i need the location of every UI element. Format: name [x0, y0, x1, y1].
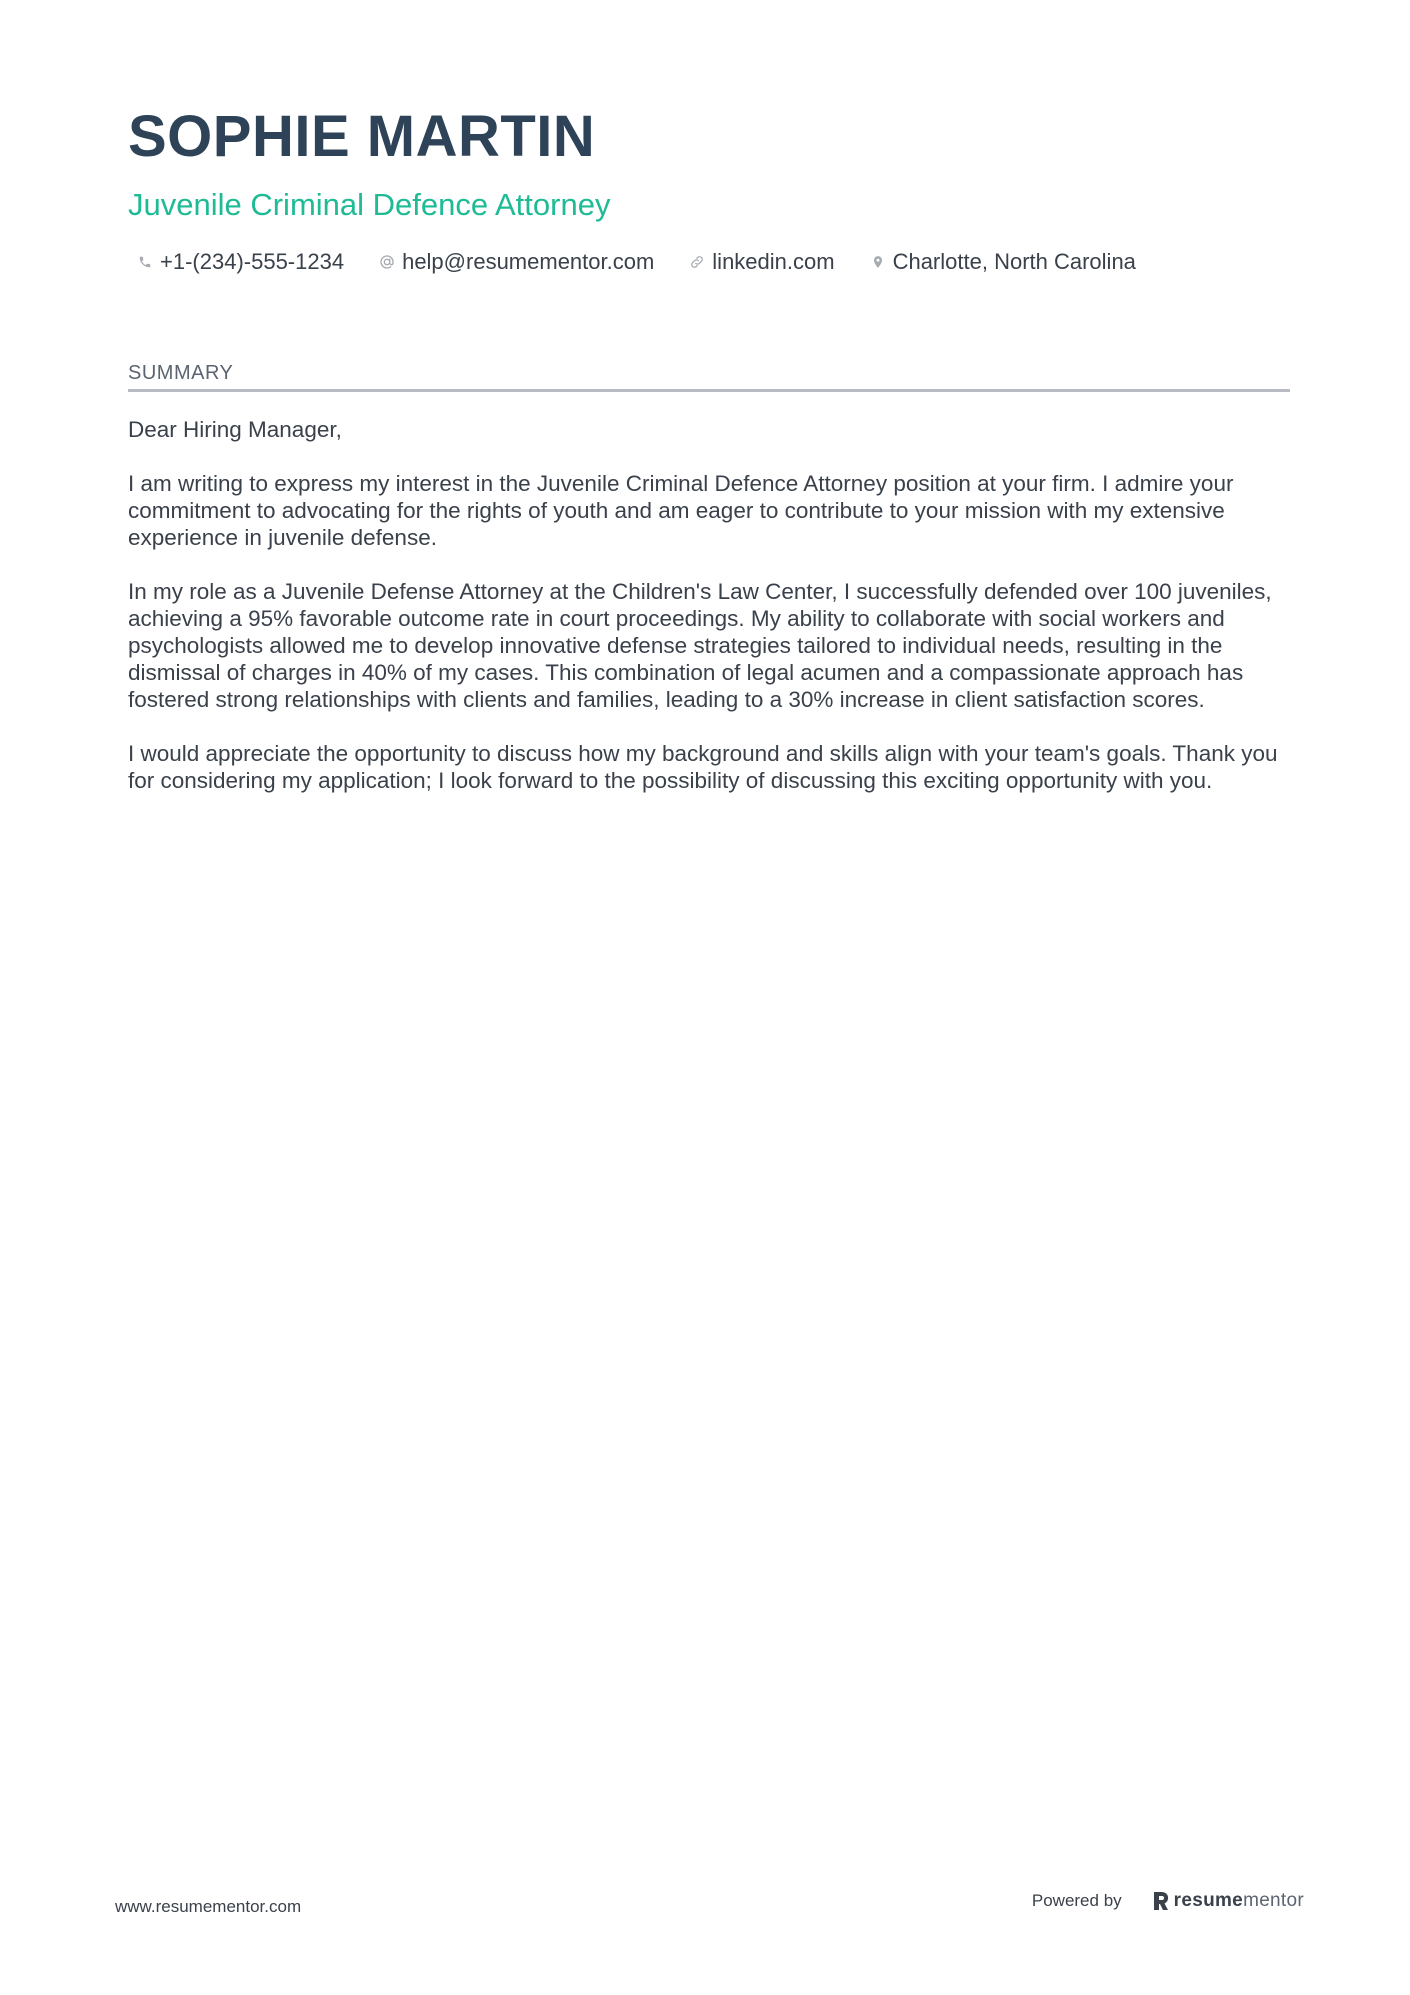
- location-text: Charlotte, North Carolina: [892, 249, 1136, 275]
- letter-paragraph: I am writing to express my interest in the Juvenile Criminal Defence Attorney position at your firm. I admire your commitment to advocating for the rights of youth and am eager to contribute to your mission with my extensive experience in juvenile defense.: [128, 471, 1234, 550]
- brand-name-light: mentor: [1243, 1890, 1304, 1911]
- location-pin-icon: [869, 253, 887, 271]
- phone-number: +1-(234)-555-1234: [160, 249, 345, 275]
- resumementor-logo-icon: [1152, 1891, 1170, 1911]
- powered-by-label: Powered by: [1031, 1891, 1122, 1910]
- summary-section: [128, 362, 1290, 821]
- contact-email: [370, 249, 654, 275]
- letter-paragraph: I would appreciate the opportunity to discuss how my background and skills align with your team's goals. Thank you for considering my application; I look forward to the possibility of discussing this exciting opportunity with you.: [128, 741, 1278, 793]
- brand-logo[interactable]: [1152, 1890, 1304, 1912]
- candidate-name: SOPHIE MARTIN: [128, 104, 596, 169]
- contact-linkedin: [680, 249, 834, 275]
- resume-header: [128, 104, 1290, 275]
- brand-name-bold: resume: [1173, 1890, 1244, 1911]
- at-icon: [378, 253, 396, 271]
- section-heading: SUMMARY: [128, 362, 1290, 392]
- letter-salutation: Dear Hiring Manager,: [128, 417, 342, 442]
- link-icon: [688, 253, 706, 271]
- contact-location: [861, 249, 1136, 275]
- footer-branding: [1032, 1890, 1304, 1912]
- job-title: Juvenile Criminal Defence Attorney: [128, 187, 611, 222]
- contact-bar: [128, 249, 1290, 275]
- footer-website[interactable]: www.resumementor.com: [115, 1897, 302, 1916]
- linkedin-link[interactable]: linkedin.com: [712, 249, 835, 275]
- cover-letter-body: [128, 416, 1290, 794]
- contact-phone: [128, 249, 344, 275]
- email-address[interactable]: help@resumementor.com: [402, 249, 655, 275]
- letter-paragraph: In my role as a Juvenile Defense Attorney at the Children's Law Center, I successfully defended over 100 juveniles, achieving a 95% favorable outcome rate in court proceedings. My ability to collaborate with social workers and psychologists allowed me to develop innovative defense strategies tailored to individual needs, resulting in the dismissal of charges in 40% of my cases. This combination of legal acumen and a compassionate approach has fostered strong relationships with clients and families, leading to a 30% increase in client satisfaction scores.: [128, 579, 1272, 712]
- phone-icon: [136, 253, 154, 271]
